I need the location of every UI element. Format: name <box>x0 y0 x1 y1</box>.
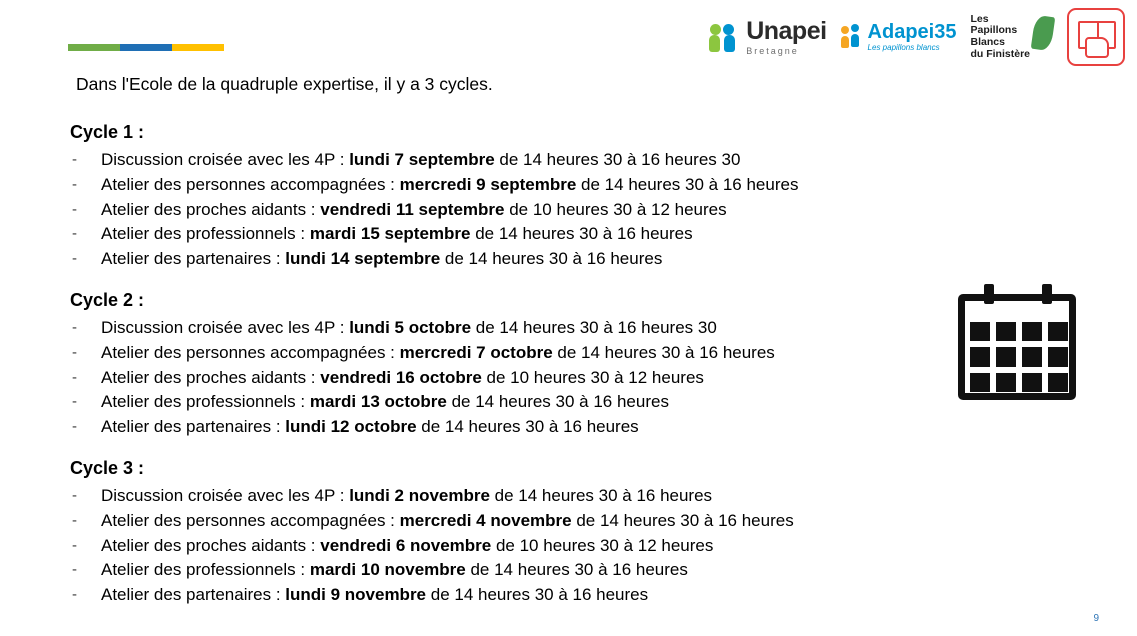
item-time: de 14 heures 30 à 16 heures <box>465 560 688 580</box>
unapei-people-icon <box>708 21 740 53</box>
list-item <box>70 316 1030 341</box>
adapei-logo-title: Adapei <box>867 21 935 43</box>
item-label: Atelier des proches aidants : <box>101 199 321 219</box>
list-item <box>70 341 1030 366</box>
papillons-blancs-finistere-logo <box>970 14 1053 61</box>
item-time: de 14 heures 30 à 16 heures <box>416 417 639 437</box>
item-label: Atelier des professionnels : <box>101 392 310 412</box>
item-time: de 14 heures 30 à 16 heures <box>489 485 713 505</box>
item-time: de 14 heures 30 à 16 heures <box>571 510 794 530</box>
item-time: de 14 heures 30 à 16 heures <box>446 392 669 412</box>
item-date: mercredi 7 octobre <box>399 342 553 362</box>
calendar-grid <box>970 322 1068 392</box>
item-date: mardi 10 novembre <box>309 560 466 580</box>
item-label: Atelier des partenaires : <box>101 585 286 605</box>
item-date: vendredi 16 octobre <box>320 367 482 387</box>
bullet-dash: - <box>72 561 77 579</box>
pb-logo-line-2: Papillons <box>970 24 1018 37</box>
list-item <box>70 173 1030 198</box>
item-label: Discussion croisée avec les 4P : <box>101 485 350 505</box>
cycle-title: Cycle 1 : <box>70 122 145 142</box>
cycle-block-2 <box>70 290 1030 440</box>
list-item <box>70 415 1030 440</box>
unapei-logo <box>708 16 827 56</box>
item-time: de 14 heures 30 à 16 heures <box>426 585 649 605</box>
item-label: Atelier des proches aidants : <box>101 367 321 387</box>
item-label: Atelier des proches aidants : <box>101 535 321 555</box>
pb-logo-line-1: Les <box>970 12 989 25</box>
cycle-title: Cycle 2 : <box>70 289 145 310</box>
item-time: de 14 heures 30 à 16 heures 30 <box>471 317 717 337</box>
list-item <box>70 390 1030 415</box>
cycle-block-1 <box>70 122 1030 272</box>
list-item <box>70 583 1030 608</box>
item-label: Atelier des partenaires : <box>101 417 286 437</box>
bullet-dash: - <box>72 175 77 193</box>
intro-text: Dans l'Ecole de la quadruple expertise, il y a 3 cycles. <box>76 74 493 94</box>
adapei-butterfly-icon <box>841 24 863 50</box>
item-date: vendredi 6 novembre <box>320 535 492 555</box>
accent-bar <box>68 44 224 51</box>
adapei-logo-number: 35 <box>934 21 957 43</box>
item-label: Atelier des personnes accompagnées : <box>101 342 400 362</box>
list-item <box>70 534 1030 559</box>
thumbs-up-icon <box>1085 37 1109 58</box>
item-time: de 14 heures 30 à 16 heures <box>576 174 799 194</box>
bullet-dash: - <box>72 418 77 436</box>
unapei-logo-title: Unapei <box>746 16 827 45</box>
list-item <box>70 198 1030 223</box>
item-label: Discussion croisée avec les 4P : <box>101 317 350 337</box>
cycle-title: Cycle 3 : <box>70 457 145 478</box>
bullet-dash: - <box>72 368 77 386</box>
item-date: lundi 5 octobre <box>349 317 472 337</box>
list-item <box>70 366 1030 391</box>
adapei35-logo <box>841 22 957 52</box>
item-time: de 14 heures 30 à 16 heures <box>552 342 775 362</box>
item-date: mardi 15 septembre <box>309 224 471 244</box>
list-item <box>70 484 1030 509</box>
pb-logo-line-4: du Finistère <box>970 47 1030 60</box>
page-number: 9 <box>1093 613 1099 624</box>
item-time: de 14 heures 30 à 16 heures <box>440 249 663 269</box>
cycle-items <box>70 316 1030 440</box>
item-label: Atelier des personnes accompagnées : <box>101 510 400 530</box>
item-time: de 10 heures 30 à 12 heures <box>491 535 714 555</box>
bullet-dash: - <box>72 151 77 168</box>
accent-segment-green <box>68 44 120 51</box>
bullet-dash: - <box>72 536 77 554</box>
cycle-items <box>70 148 1030 272</box>
item-time: de 10 heures 30 à 12 heures <box>481 367 704 387</box>
list-item <box>70 148 1030 173</box>
item-date: mardi 13 octobre <box>309 392 447 412</box>
item-label: Atelier des professionnels : <box>101 224 310 244</box>
bullet-dash: - <box>72 586 77 604</box>
item-time: de 14 heures 30 à 16 heures <box>470 224 693 244</box>
accent-segment-yellow <box>172 44 224 51</box>
bullet-dash: - <box>72 225 77 243</box>
bullet-dash: - <box>72 318 77 336</box>
accent-segment-blue <box>120 44 172 51</box>
leaf-icon <box>1031 14 1056 50</box>
bullet-dash: - <box>72 486 77 504</box>
easy-to-read-logo <box>1067 8 1125 66</box>
cycle-block-3 <box>70 458 1030 608</box>
item-date: mercredi 9 septembre <box>399 174 577 194</box>
calendar-icon <box>958 284 1080 404</box>
cycles-list <box>70 122 1030 626</box>
bullet-dash: - <box>72 511 77 529</box>
list-item <box>70 558 1030 583</box>
item-time: de 10 heures 30 à 12 heures <box>504 199 727 219</box>
logo-row <box>708 8 1125 66</box>
item-label: Atelier des personnes accompagnées : <box>101 174 400 194</box>
item-date: lundi 9 novembre <box>285 585 427 605</box>
item-date: lundi 7 septembre <box>349 150 495 169</box>
item-date: lundi 2 novembre <box>349 485 490 505</box>
item-date: lundi 14 septembre <box>285 249 441 269</box>
unapei-logo-subtitle: Bretagne <box>746 45 799 56</box>
item-time: de 14 heures 30 à 16 heures 30 <box>494 150 741 169</box>
item-label: Atelier des professionnels : <box>101 560 310 580</box>
list-item <box>70 247 1030 272</box>
bullet-dash: - <box>72 200 77 218</box>
item-label: Discussion croisée avec les 4P : <box>101 150 350 169</box>
bullet-dash: - <box>72 343 77 361</box>
item-label: Atelier des partenaires : <box>101 249 286 269</box>
item-date: vendredi 11 septembre <box>320 199 505 219</box>
bullet-dash: - <box>72 250 77 268</box>
list-item <box>70 222 1030 247</box>
cycle-items <box>70 484 1030 608</box>
list-item <box>70 509 1030 534</box>
item-date: mercredi 4 novembre <box>399 510 572 530</box>
bullet-dash: - <box>72 393 77 411</box>
pb-logo-line-3: Blancs <box>970 36 1005 48</box>
item-date: lundi 12 octobre <box>285 417 417 437</box>
adapei-logo-subtitle: Les papillons blancs <box>867 43 940 52</box>
